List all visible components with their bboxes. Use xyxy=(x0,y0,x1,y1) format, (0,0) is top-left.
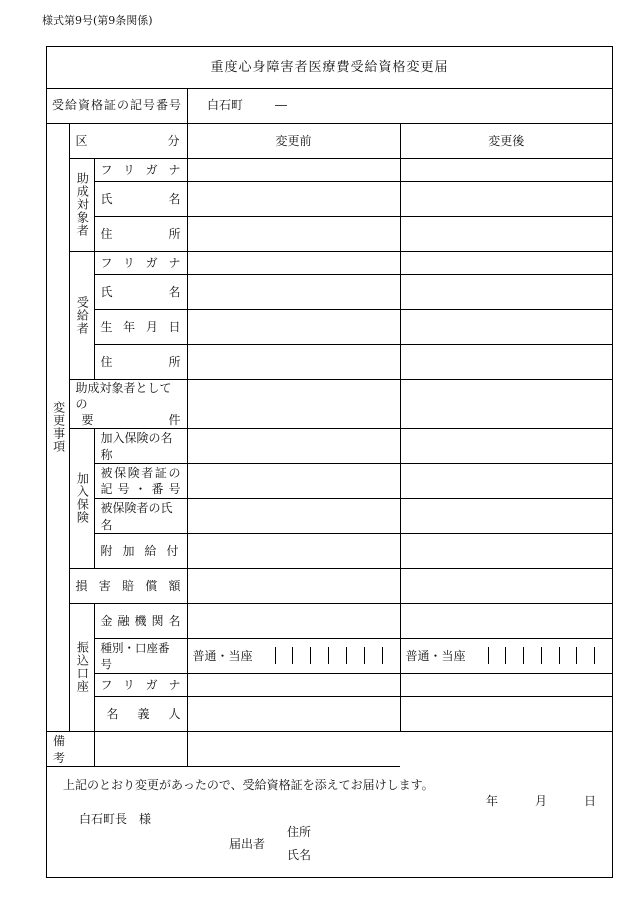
bank-furigana-after[interactable] xyxy=(400,673,612,696)
damages-after[interactable] xyxy=(400,568,612,603)
subject-address-before[interactable] xyxy=(187,216,400,251)
certificate-number-label: 受給資格証の記号番号 xyxy=(47,88,188,123)
account-kind-after: 普通・当座 xyxy=(405,649,466,663)
date-line xyxy=(486,792,596,809)
subject-address-after[interactable] xyxy=(400,216,612,251)
form-title: 重度心身障害者医療費受給資格変更届 xyxy=(47,47,612,89)
account-kind-before: 普通・当座 xyxy=(192,649,253,663)
account-holder-after[interactable] xyxy=(400,696,612,731)
certificate-town: 白石町 xyxy=(207,98,244,112)
requirement-before[interactable] xyxy=(187,379,400,428)
recipient-name-label: 氏名 xyxy=(94,274,187,309)
recipient-name-after[interactable] xyxy=(400,274,612,309)
declaration-text: 上記のとおり変更があったので、受給資格証を添えてお届けします。 xyxy=(63,778,434,792)
account-digit-box[interactable] xyxy=(275,647,293,664)
subject-name-after[interactable] xyxy=(400,181,612,216)
account-digit-box[interactable] xyxy=(488,647,506,664)
insured-name-after[interactable] xyxy=(400,498,612,533)
insured-cert-label: 被保険者証の 記号・番号 xyxy=(94,463,187,498)
account-digit-box[interactable] xyxy=(541,647,559,664)
requirement-label: 助成対象者としての 要 件 xyxy=(69,379,187,428)
insurance-name-before[interactable] xyxy=(187,428,400,463)
recipient-group-label: 受給者 xyxy=(69,251,94,379)
form-number: 様式第9号(第9条関係) xyxy=(42,14,153,27)
insurance-group-label: 加入保険 xyxy=(69,428,94,568)
account-number-before[interactable] xyxy=(187,638,400,673)
bank-institution-before[interactable] xyxy=(187,603,400,638)
recipient-furigana-before[interactable] xyxy=(187,251,400,274)
bank-furigana-before[interactable] xyxy=(187,673,400,696)
insured-cert-before[interactable] xyxy=(187,463,400,498)
subject-furigana-after[interactable] xyxy=(400,158,612,181)
insured-name-label: 被保険者の氏名 xyxy=(94,498,187,533)
damages-before[interactable] xyxy=(187,568,400,603)
account-number-label: 種別・口座番号 xyxy=(94,638,187,673)
account-digit-box[interactable] xyxy=(505,647,523,664)
subject-name-before[interactable] xyxy=(187,181,400,216)
recipient-name-before[interactable] xyxy=(187,274,400,309)
header-category: 区 分 xyxy=(69,123,187,158)
insured-name-before[interactable] xyxy=(187,498,400,533)
filer-name-label: 氏名 xyxy=(287,848,312,862)
recipient-address-after[interactable] xyxy=(400,344,612,379)
recipient-birthdate-before[interactable] xyxy=(187,309,400,344)
additional-benefit-before[interactable] xyxy=(187,533,400,568)
insurance-name-after[interactable] xyxy=(400,428,612,463)
filer-label: 届出者 xyxy=(229,837,266,851)
recipient-birthdate-label: 生年月日 xyxy=(94,309,187,344)
account-digit-box[interactable] xyxy=(364,647,382,664)
change-items-label: 変更事項 xyxy=(47,123,69,731)
subject-group-label: 助成対象者 xyxy=(69,158,94,251)
bank-institution-label: 金融機関名 xyxy=(94,603,187,638)
bank-group-label: 振込口座 xyxy=(69,603,94,731)
account-number-after[interactable] xyxy=(400,638,612,673)
remarks-label: 備 考 xyxy=(47,731,94,766)
account-holder-before[interactable] xyxy=(187,696,400,731)
declaration-section xyxy=(47,757,612,877)
account-digit-box[interactable] xyxy=(346,647,364,664)
insurance-name-label: 加入保険の名称 xyxy=(94,428,187,463)
subject-name-label: 氏名 xyxy=(94,181,187,216)
account-digit-box[interactable] xyxy=(292,647,310,664)
day-label: 日 xyxy=(583,794,596,808)
account-digit-box[interactable] xyxy=(559,647,577,664)
header-before: 変更前 xyxy=(187,123,400,158)
additional-benefit-after[interactable] xyxy=(400,533,612,568)
year-label: 年 xyxy=(486,794,499,808)
account-holder-label: 名義人 xyxy=(94,696,187,731)
account-digit-box[interactable] xyxy=(382,647,400,664)
change-items-table xyxy=(47,123,612,767)
recipient-address-label: 住所 xyxy=(94,344,187,379)
requirement-after[interactable] xyxy=(400,379,612,428)
damages-label: 損害賠償額 xyxy=(69,568,187,603)
account-digit-box[interactable] xyxy=(576,647,594,664)
addressee: 白石町長 様 xyxy=(79,812,152,826)
header-after: 変更後 xyxy=(400,123,612,158)
bank-institution-after[interactable] xyxy=(400,603,612,638)
form-sheet xyxy=(46,46,613,878)
recipient-furigana-label: フリガナ xyxy=(94,251,187,274)
certificate-number-row xyxy=(47,88,612,124)
recipient-birthdate-after[interactable] xyxy=(400,309,612,344)
recipient-furigana-after[interactable] xyxy=(400,251,612,274)
filer-address-label: 住所 xyxy=(287,825,312,839)
subject-furigana-before[interactable] xyxy=(187,158,400,181)
subject-furigana-label: フリガナ xyxy=(94,158,187,181)
account-digit-box[interactable] xyxy=(523,647,541,664)
recipient-address-before[interactable] xyxy=(187,344,400,379)
month-label: 月 xyxy=(534,794,547,808)
certificate-dash: ― xyxy=(275,98,287,112)
subject-address-label: 住所 xyxy=(94,216,187,251)
additional-benefit-label: 附加給付 xyxy=(94,533,187,568)
bank-furigana-label: フリガナ xyxy=(94,673,187,696)
insured-cert-after[interactable] xyxy=(400,463,612,498)
account-digit-box[interactable] xyxy=(310,647,328,664)
account-digit-box[interactable] xyxy=(594,647,612,664)
account-digit-box[interactable] xyxy=(328,647,346,664)
